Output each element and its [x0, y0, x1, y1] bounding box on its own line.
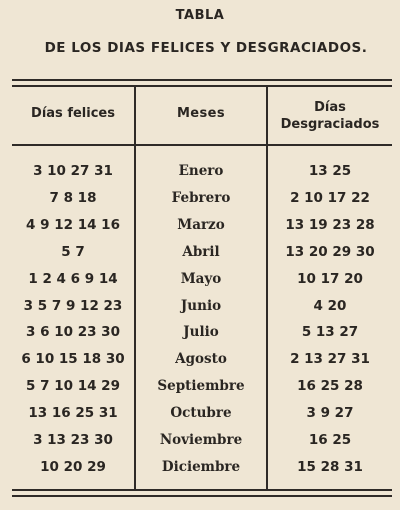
month-cell: Noviembre: [159, 432, 243, 448]
dias-desgraciados-cell: 16 25: [308, 432, 352, 448]
dias-felices-cell: 7 8 18: [49, 190, 97, 206]
dias-felices-cell: 10 20 29: [40, 459, 106, 475]
dias-desgraciados-cell: 4 20: [313, 298, 347, 314]
dias-felices-cell: 3 5 7 9 12 23: [23, 298, 123, 314]
month-cell: Abril: [182, 244, 220, 260]
month-cell: Junio: [180, 298, 222, 314]
month-cell: Febrero: [171, 190, 231, 206]
header-rule: [12, 144, 392, 146]
bottom-rule-inner: [12, 495, 392, 497]
month-cell: Julio: [183, 324, 219, 340]
dias-felices-cell: 3 6 10 23 30: [26, 324, 120, 340]
dias-desgraciados-cell: 10 17 20: [297, 271, 363, 287]
dias-desgraciados-cell: 3 9 27: [306, 405, 354, 421]
dias-felices-cell: 5 7: [61, 244, 85, 260]
month-cell: Diciembre: [161, 459, 241, 475]
month-cell: Enero: [178, 163, 224, 179]
month-cell: Septiembre: [157, 378, 245, 394]
dias-desgraciados-cell: 5 13 27: [301, 324, 359, 340]
dias-desgraciados-cell: 15 28 31: [297, 459, 363, 475]
dias-desgraciados-cell: 2 13 27 31: [290, 351, 370, 367]
page-title: TABLA: [175, 8, 225, 23]
dias-felices-cell: 4 9 12 14 16: [26, 217, 120, 233]
dias-desgraciados-cell: 2 10 17 22: [290, 190, 370, 206]
column-header-desgraciados-line2: Desgraciados: [280, 117, 380, 132]
month-cell: Octubre: [170, 405, 232, 421]
page-subtitle: DE LOS DIAS FELICES Y DESGRACIADOS.: [44, 40, 368, 56]
dias-felices-cell: 5 7 10 14 29: [26, 378, 120, 394]
dias-felices-cell: 1 2 4 6 9 14: [28, 271, 118, 287]
column-header-desgraciados-line1: Días: [314, 100, 346, 115]
column-header-felices: Días felices: [31, 106, 115, 121]
dias-felices-cell: 13 16 25 31: [28, 405, 118, 421]
top-rule: [12, 79, 392, 81]
dias-desgraciados-cell: 13 25: [308, 163, 352, 179]
month-cell: Agosto: [175, 351, 227, 367]
dias-desgraciados-cell: 13 19 23 28: [285, 217, 375, 233]
dias-felices-cell: 3 13 23 30: [33, 432, 113, 448]
column-header-meses: Meses: [176, 106, 226, 121]
dias-felices-cell: 3 10 27 31: [33, 163, 113, 179]
top-rule-inner: [12, 85, 392, 87]
column-header-desgraciados: [268, 99, 392, 133]
dias-desgraciados-cell: 13 20 29 30: [285, 244, 375, 260]
dias-felices-cell: 6 10 15 18 30: [21, 351, 125, 367]
month-cell: Marzo: [177, 217, 225, 233]
bottom-rule: [12, 489, 392, 491]
dias-desgraciados-cell: 16 25 28: [297, 378, 363, 394]
month-cell: Mayo: [180, 271, 222, 287]
